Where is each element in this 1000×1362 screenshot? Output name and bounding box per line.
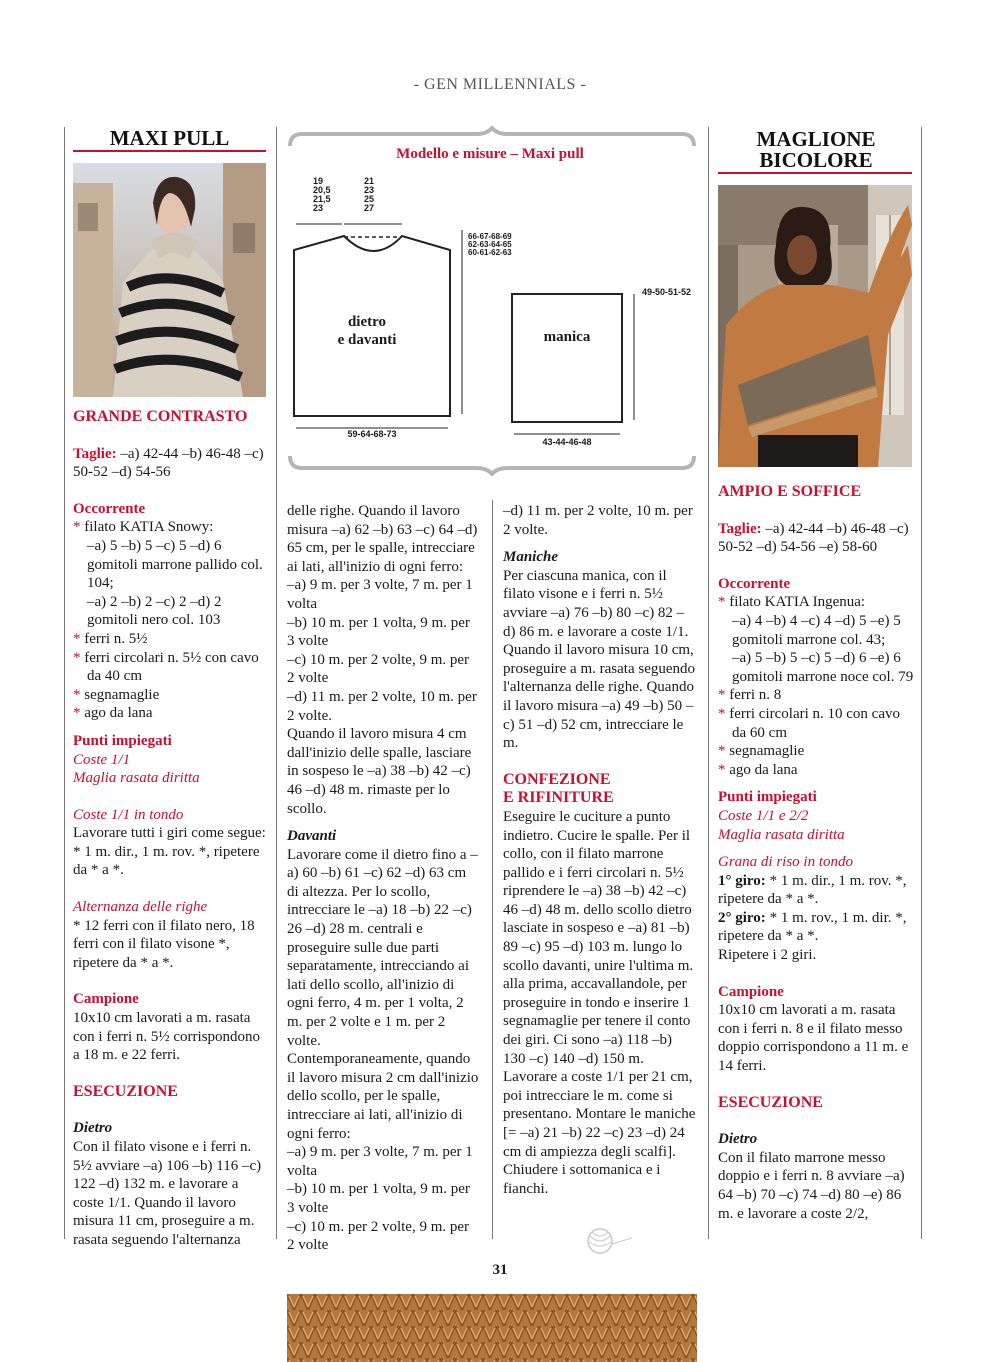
sleeves-title: Maniche: [503, 549, 559, 566]
photo-maglione-bicolore: [718, 185, 912, 467]
yarn-needle-item: ago da lana: [84, 705, 153, 722]
left-column: [73, 408, 266, 1250]
sizes-values: –a) 42-44 –b) 46-48 –c) 50-52 –d) 54-56 –e) 58-60: [718, 520, 909, 556]
markers-item: segnamaglie: [729, 743, 805, 760]
title-rule-left: [73, 150, 266, 152]
yarn-quantity-b: –a) 2 –b) 2 –c) 2 –d) 2 gomitoli nero col. 103: [87, 593, 222, 629]
list-item: * ferri n. 8: [718, 687, 782, 704]
yarn-needle-item: ago da lana: [729, 761, 798, 778]
front-continued-text: –d) 11 m. per 2 volte, 10 m. per 2 volte.: [503, 503, 693, 538]
sleeve-piece-label: manica: [543, 329, 591, 345]
measure-value: 27: [364, 203, 375, 213]
shoulder-line: –c) 10 m. per 2 volte, 9 m. per 2 volte: [287, 651, 470, 687]
markers-item: segnamaglie: [84, 686, 160, 703]
stitch-name: Maglia rasata diritta: [718, 826, 845, 843]
sleeves-text: Per ciascuna manica, con il filato visone e i ferri n. 5½ avviare –a) 76 –b) 80 –c) 82 –d) 86 m. e lavorare a coste 1/1. Quando il lavoro misura 10 cm, proseguire a m. rasata seguendo l'alternanza delle righe. Quando il lavoro misura –a) 49 –b) 50 –c) 51 –d) 52 cm, intrecciare le m.: [503, 567, 696, 752]
title-line: BICOLORE: [759, 148, 873, 172]
sleeve-length-value: 49-50-51-52: [642, 287, 692, 297]
measure-value: 23: [313, 203, 324, 213]
body-label-line: e davanti: [337, 332, 397, 348]
neck-measures: [364, 177, 388, 213]
measure-value: 21,5: [313, 194, 331, 204]
circular-needles-item: ferri circolari n. 5½ con cavo da 40 cm: [84, 649, 259, 685]
subtitle-ampio-soffice: AMPIO E SOFFICE: [718, 483, 862, 500]
circular-needles-item: ferri circolari n. 10 con cavo da 60 cm: [729, 705, 900, 741]
execution-title: ESECUZIONE: [718, 1093, 823, 1111]
measure-value: 62-63-64-65: [468, 240, 512, 249]
stitch-name: Maglia rasata diritta: [73, 770, 200, 787]
measure-value: 20,5: [313, 185, 331, 195]
shoulder-line: –a) 9 m. per 3 volte, 7 m. per 1 volta: [287, 1144, 473, 1179]
page-number: 31: [492, 1262, 508, 1278]
measure-value: 25: [364, 194, 375, 204]
list-item: * ferri circolari n. 5½ con cavo da 40 cm: [73, 649, 259, 685]
finishing-title: CONFEZIONE: [503, 770, 611, 788]
round-rib-title: Coste 1/1 in tondo: [73, 806, 184, 823]
yarn-quantity-b: –a) 5 –b) 5 –c) 5 –d) 6 –e) 6 gomitoli marrone noce col. 79: [732, 650, 914, 685]
stitch-name: Coste 1/1 e 2/2: [718, 807, 809, 824]
list-item: * ago da lana: [718, 761, 798, 778]
needed-title: Occorrente: [718, 575, 791, 592]
front-text-2: Contemporaneamente, quando il lavoro misura 2 cm dall'inizio dello scollo, per le spalle, intrecciare ai lati, all'inizio di ogni ferro:: [287, 1051, 479, 1142]
yarn-quantity-a: –a) 4 –b) 4 –c) 4 –d) 5 –e) 5 gomitoli marrone col. 43;: [732, 612, 901, 648]
section-title-maxi-pull: MAXI PULL: [109, 126, 230, 150]
back-text: Con il filato visone e i ferri n. 5½ avviare –a) 106 –b) 116 –c) 122 –d) 132 m. e lavorare a coste 1/1. Quando il lavoro misura 11 cm, proseguire a m. rasata seguendo l'alternanza: [73, 1139, 262, 1248]
seed-stitch-repeat: Ripetere i 2 giri.: [718, 947, 817, 964]
round-text: * 1 m. rov., 1 m. dir. *, ripetere da * a *.: [718, 909, 907, 945]
diagram-bottom-bracket: [290, 456, 694, 474]
needles-item: ferri n. 8: [729, 687, 782, 704]
shoulder-line: –a) 9 m. per 3 volte, 7 m. per 1 volta: [287, 577, 473, 612]
right-column: [718, 483, 914, 1223]
round-rib-text: Lavorare tutti i giri come segue: * 1 m. dir., 1 m. rov. *, ripetere da * a *.: [73, 825, 266, 879]
body-width-value: 59-64-68-73: [347, 429, 397, 439]
measure-value: 19: [313, 176, 324, 186]
schematic-diagram: [282, 126, 702, 476]
body-height-measures: [468, 233, 538, 257]
list-item: * filato KATIA Ingenua:: [718, 594, 866, 611]
measure-value: 23: [364, 185, 375, 195]
execution-title: ESECUZIONE: [73, 1082, 178, 1100]
yarn-line: filato KATIA Ingenua:: [729, 594, 866, 611]
sizes-bicolore: [718, 520, 914, 557]
needles-item: ferri n. 5½: [84, 630, 148, 647]
round-label: 2° giro:: [718, 909, 766, 926]
gauge-title: Campione: [718, 983, 784, 1000]
column-rule-3: [708, 127, 709, 1239]
measure-value: 66-67-68-69: [468, 232, 512, 241]
back-text: Con il filato marrone messo doppio e i ferri n. 8 avviare –a) 64 –b) 70 –c) 74 –d) 80 –e) 86 m. e lavorare a coste 2/2,: [718, 1149, 905, 1222]
title-rule-right: [718, 172, 912, 174]
gauge-text: 10x10 cm lavorati a m. rasata con i ferri n. 5½ corrispondono a 18 m. e 22 ferri.: [73, 1010, 261, 1064]
title-line: MAGLIONE: [756, 127, 876, 151]
back-continued-text: delle righe. Quando il lavoro misura –a) 62 –b) 63 –c) 64 –d) 65 cm, per le spalle, intrecciare ai lati, all'inizio di ogni ferro:: [287, 503, 478, 575]
diagram-title: Modello e misure – Maxi pull: [396, 146, 584, 162]
sizes-values: –a) 42-44 –b) 46-48 –c) 50-52 –d) 54-56: [73, 445, 264, 481]
gauge-title: Campione: [73, 991, 139, 1008]
back-title: Dietro: [73, 1120, 113, 1137]
body-piece-label: [302, 313, 432, 349]
yarn-ball-icon: [578, 1226, 634, 1256]
middle-column-1: [287, 502, 480, 1255]
yarn-quantity-a: –a) 5 –b) 5 –c) 5 –d) 6 gomitoli marrone pallido col. 104;: [87, 537, 263, 592]
stripes-text: * 12 ferri con il filato nero, 18 ferri con il filato visone *, ripetere da * a *.: [73, 917, 255, 971]
measure-value: 21: [364, 176, 375, 186]
photo-maxi-pull: [73, 163, 266, 397]
shoulder-line: –d) 11 m. per 2 volte, 10 m. per 2 volte.: [287, 688, 477, 724]
list-item: * segnamaglie: [718, 743, 805, 760]
finishing-title-2: E RIFINITURE: [503, 789, 614, 807]
running-head: - GEN MILLENNIALS -: [413, 76, 587, 93]
bicolore-photo-illustration: [718, 185, 912, 467]
measure-value: 60-61-62-63: [468, 248, 512, 257]
finishing-text: Eseguire le cuciture a punto indietro. Cucire le spalle. Per il collo, con il filato marrone pallido e i ferri circolari n. 5½ riprendere le –a) 38 –b) 42 –c) 46 –d) 48 m. dello scollo dietro lasciate in sospeso e –a) 81 –b) 89 –c) 95 –d) 103 m. lungo lo scollo davanti, unire l'ultima m. alla prima, accavallandole, per proseguire in tondo e inserire 1 segnamaglie per tenere il conto dei giri. Ci sono –a) 118 –b) 130 –c) 140 –d) 150 m. Lavorare a coste 1/1 per 21 cm, poi intrecciare le m. come si presentano. Montare le maniche [= –a) 21 –b) 22 –c) 23 –d) 24 cm di ampiezza degli scalfi]. Chiudere i sottomanica e i fianchi.: [503, 808, 696, 1197]
seed-stitch-round-2: [718, 909, 914, 946]
round-text: * 1 m. dir., 1 m. rov. *, ripetere da * a *.: [718, 872, 907, 908]
knit-texture: [287, 1294, 697, 1362]
maxi-pull-photo-illustration: [73, 163, 266, 397]
list-item: * ferri circolari n. 10 con cavo da 60 cm: [718, 705, 900, 741]
neck-hold-text: Quando il lavoro misura 4 cm dall'inizio delle spalle, lasciare in sospeso le –a) 38 –b) 42 –c) 46 –d) 48 m. rimaste per lo scollo.: [287, 726, 472, 817]
column-rule-1: [276, 127, 277, 1239]
shoulder-line: –c) 10 m. per 2 volte, 9 m. per 2 volte: [287, 1218, 470, 1254]
sleeve-width-value: 43-44-46-48: [542, 437, 592, 447]
sizes-label: Taglie:: [73, 445, 117, 462]
list-item: * filato KATIA Snowy:: [73, 519, 214, 536]
front-title: Davanti: [287, 828, 337, 845]
front-text: Lavorare come il dietro fino a –a) 60 –b) 61 –c) 62 –d) 63 cm di altezza. Per lo scollo, intrecciare le –a) 18 –b) 22 –c) 26 –d) 28 m. centrali e proseguire sulle due parti separatamente, intrecciando ai lati dello scollo, all'inizio di ogni ferro, 4 m. per 1 volta, 2 m. per 2 volte e 1 m. per 2 volte.: [287, 846, 478, 1049]
knit-swatch-image: [287, 1294, 697, 1362]
list-item: * ferri n. 5½: [73, 630, 148, 647]
back-title: Dietro: [718, 1131, 758, 1148]
column-rule-left: [64, 127, 65, 1239]
shoulder-line: –b) 10 m. per 1 volta, 9 m. per 3 volte: [287, 1181, 470, 1216]
diagram-top-bracket: [290, 128, 694, 146]
sizes-maxi-pull: [73, 445, 266, 482]
column-rule-right: [921, 127, 922, 1239]
seed-stitch-title: Grana di riso in tondo: [718, 854, 854, 871]
stripes-title: Alternanza delle righe: [73, 899, 208, 916]
stitch-name: Coste 1/1: [73, 751, 131, 768]
shoulder-measures: [313, 177, 337, 213]
stitches-title: Punti impiegati: [73, 732, 172, 749]
gauge-text: 10x10 cm lavorati a m. rasata con i ferri n. 8 e il filato messo doppio corrispondono a 11 m. e 14 ferri.: [718, 1002, 909, 1075]
needed-title: Occorrente: [73, 500, 146, 517]
stitches-title: Punti impiegati: [718, 789, 817, 806]
sleeve-piece-outline: [512, 294, 622, 422]
shoulder-line: –b) 10 m. per 1 volta, 9 m. per 3 volte: [287, 614, 470, 650]
middle-column-2: [503, 502, 696, 1198]
sizes-label: Taglie:: [718, 520, 762, 537]
section-title-maglione-bicolore: [718, 129, 914, 171]
round-label: 1° giro:: [718, 872, 766, 889]
list-item: * segnamaglie: [73, 686, 160, 703]
yarn-line: filato KATIA Snowy:: [84, 519, 214, 536]
column-rule-2: [492, 500, 493, 1239]
subtitle-grande-contrasto: GRANDE CONTRASTO: [73, 408, 248, 425]
seed-stitch-round-1: [718, 872, 914, 909]
body-label-line: dietro: [347, 314, 387, 330]
list-item: * ago da lana: [73, 705, 153, 722]
